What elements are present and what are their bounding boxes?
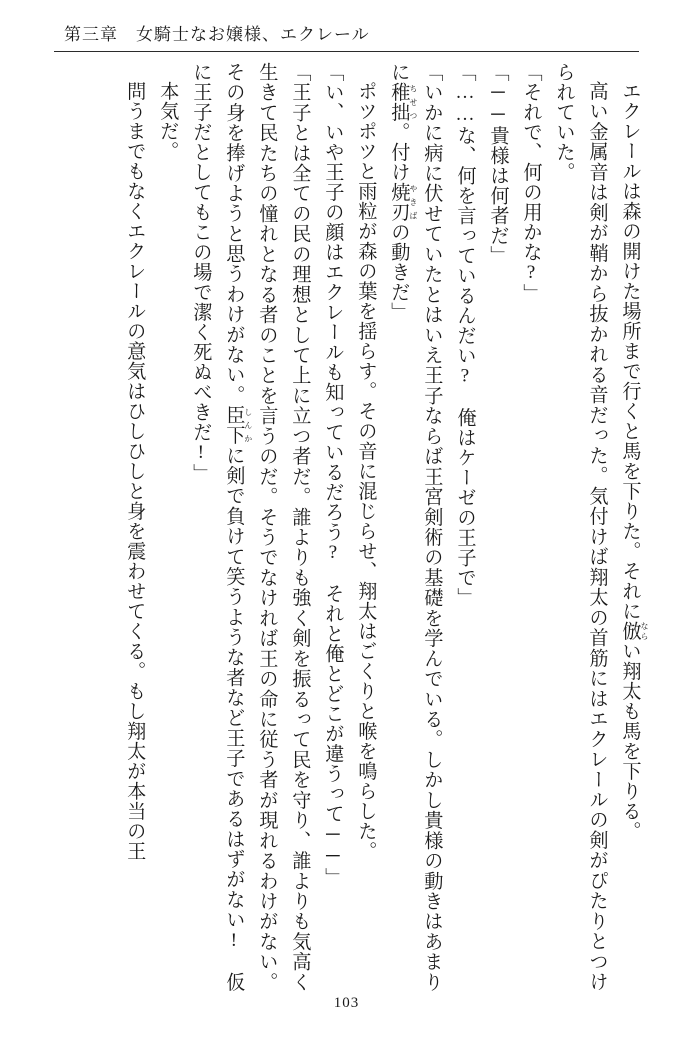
header-divider: [54, 51, 639, 52]
dialogue-line: 「い、いや王子の顔はエクレールも知っているだろう? それと俺とどこが違うって──」: [322, 62, 344, 888]
ruby-reading: ちせつ: [408, 82, 418, 122]
dialogue-line: 「──貴様は何者だ」: [487, 62, 509, 266]
dialogue-line: 「いかに病に伏せていたとはいえ王子ならば王宮剣術の基礎を学んでいる。しかし貴様の動きはあまりに稚拙 ちせつ。付け焼刃 やきばの動きだ」: [388, 62, 443, 992]
dialogue-line: 「……な、何を言っているんだい? 俺はケーゼの王子で」: [454, 62, 476, 608]
ruby-base: 稚拙 ちせつ: [388, 82, 418, 122]
ruby-reading: なら: [640, 621, 649, 642]
ruby-base: 臣下 しんか: [223, 405, 253, 446]
paragraph: 高い金属音は剣が鞘から抜かれる音だった。気付けば翔太の首筋にはエクレールの剣がぴたりとつけられていた。: [553, 62, 608, 992]
ruby-reading: やきば: [408, 182, 418, 222]
dialogue-line: 「王子とは全ての民の理想として上に立つ者だ。誰よりも強く剣を振るって民を守り、誰よりも気高く生きて民たちの憧れとなる者のことを言うのだ。そうでなければ王の命に従う者が現れるわけがない。その身を捧げようと思うわけがない。臣下 しんかに剣で負けて笑うような者など王子であるはずがない! 仮に王子だとしてもこの場で潔く死ぬべきだ!」: [190, 62, 311, 992]
chapter-title: 第三章 女騎士なお嬢様、エクレール: [64, 25, 370, 44]
vertical-text-block: [40, 62, 649, 992]
page-number: 103: [333, 995, 360, 1011]
ruby-base: 倣 なら: [619, 621, 649, 642]
paragraph: ポツポツと雨粒が森の葉を揺らす。その音に混じらせ、翔太はごくりと喉を鳴らした。: [355, 81, 377, 862]
dialogue-line: 「それで、何の用かな?」: [520, 62, 542, 304]
paragraph: 問うまでもなくエクレールの意気はひしひしと身を震わせてくる。もし翔太が本当の王: [124, 81, 146, 862]
ruby-reading: しんか: [243, 405, 253, 446]
ruby-base: 焼刃 やきば: [388, 182, 418, 222]
running-header: [54, 18, 639, 52]
paragraph: エクレールは森の開けた場所まで行くと馬を下りた。それに倣 ならい翔太も馬を下りる。: [619, 81, 649, 842]
page-footer: [40, 994, 653, 1020]
paragraph: 本気だ。: [157, 81, 179, 162]
page-body: [40, 62, 653, 994]
